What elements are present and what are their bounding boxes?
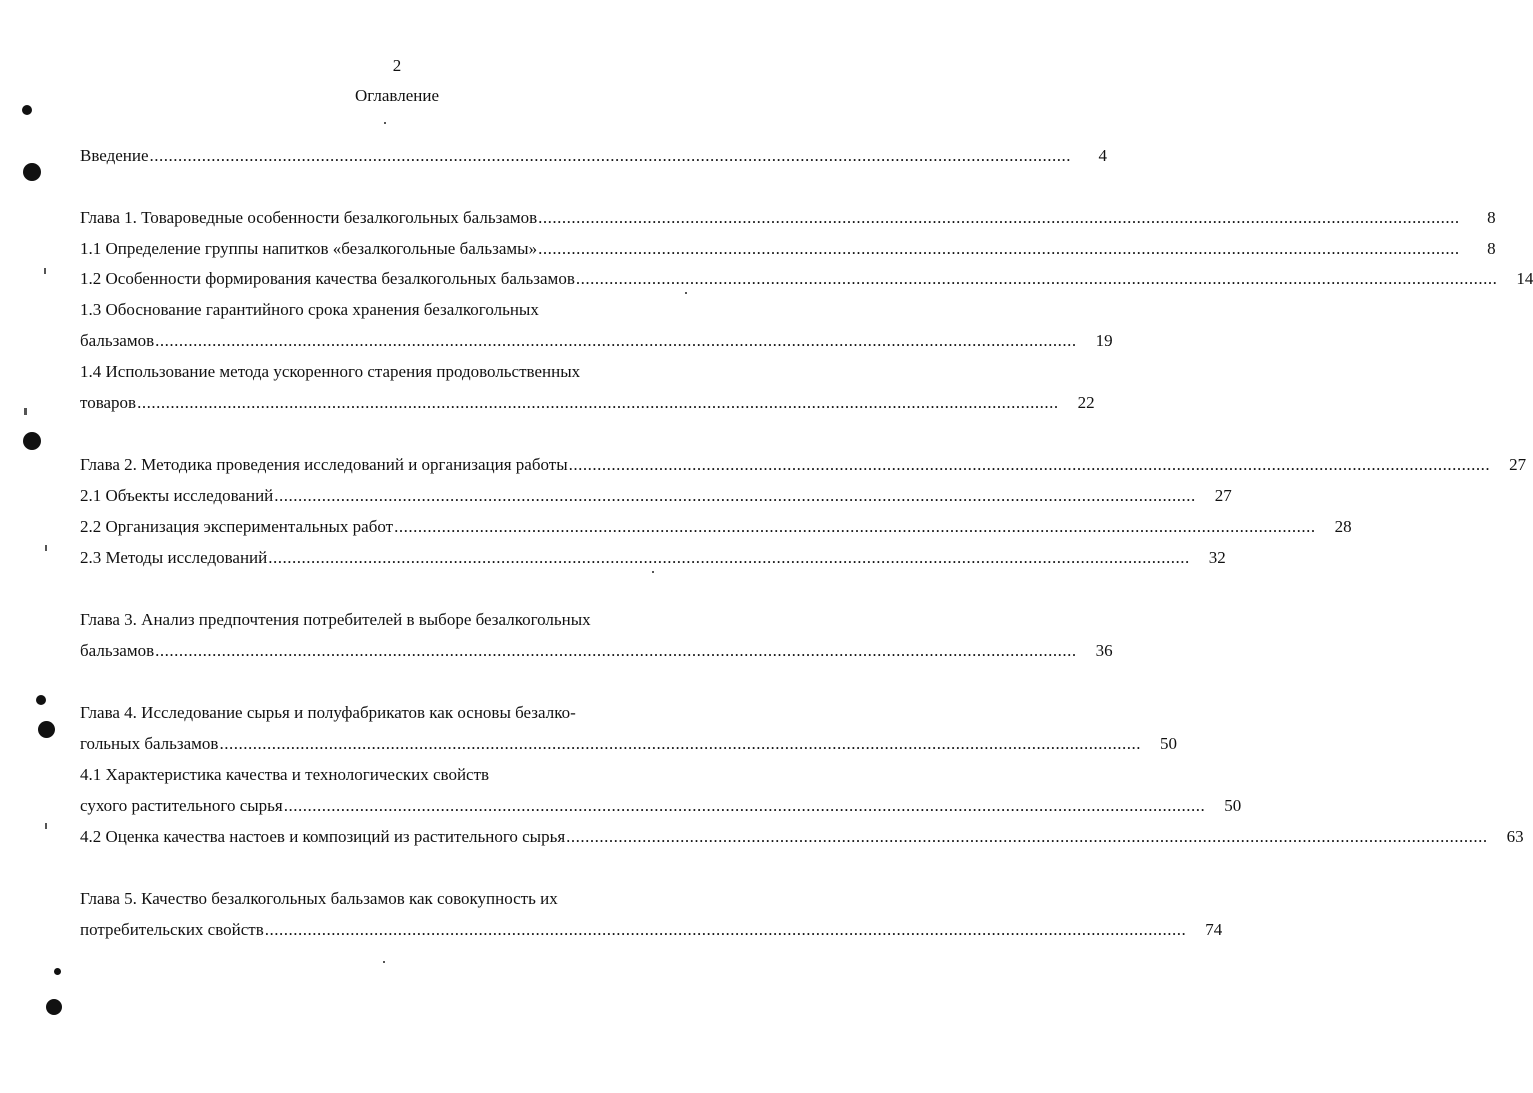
dot-leader: ..................................................................................................................................................................................................	[268, 548, 1190, 567]
toc-entry-1-3	[80, 298, 675, 322]
toc-entry-4-1-continued	[80, 794, 1242, 818]
toc-entry-text: Глава 4. Исследование сырья и полуфабрикатов как основы безалко-	[80, 703, 576, 722]
toc-entry-text: 1.1 Определение группы напитков «безалкогольные бальзамы»	[80, 239, 538, 258]
toc-entry-text: Глава 3. Анализ предпочтения потребителей в выборе безалкогольных	[80, 610, 591, 629]
toc-entry-page: 8	[1487, 208, 1496, 227]
dot-leader: ..................................................................................................................................................................................................	[274, 486, 1196, 505]
toc-entry-text: 4.2 Оценка качества настоев и композиций из растительного сырья	[80, 827, 566, 846]
dot-leader: ..................................................................................................................................................................................................	[155, 331, 1077, 350]
toc-entry-text: бальзамов	[80, 331, 155, 350]
toc-entry-text: 1.3 Обоснование гарантийного срока хранения безалкогольных	[80, 300, 539, 319]
toc-entry-introduction	[80, 144, 1108, 168]
toc-entry-chapter-5	[80, 887, 675, 911]
dot-leader: ..................................................................................................................................................................................................	[394, 517, 1316, 536]
toc-entry-text: товаров	[80, 393, 137, 412]
toc-entry-page: 63	[1506, 827, 1524, 846]
binder-hole-mark	[38, 721, 55, 738]
scan-speck	[383, 961, 385, 963]
toc-entry-1-4-continued	[80, 391, 1095, 415]
toc-entry-page: 8	[1487, 239, 1496, 258]
toc-entry-page: 74	[1205, 920, 1223, 939]
scan-speck	[685, 292, 687, 294]
toc-entry-page: 22	[1077, 393, 1095, 412]
toc-entry-text: Глава 1. Товароведные особенности безалкогольных бальзамов	[80, 208, 538, 227]
binder-hole-mark	[23, 432, 41, 450]
toc-entry-text: 4.1 Характеристика качества и технологических свойств	[80, 765, 490, 784]
toc-entry-text: Введение	[80, 146, 149, 165]
toc-entry-1-2	[80, 267, 1533, 291]
scan-speck	[652, 571, 654, 573]
toc-entry-chapter-5-continued	[80, 918, 1223, 942]
dot-leader: ..................................................................................................................................................................................................	[155, 641, 1077, 660]
dot-leader: ..................................................................................................................................................................................................	[566, 827, 1488, 846]
toc-entry-chapter-3	[80, 608, 675, 632]
toc-entry-page: 14	[1516, 269, 1533, 288]
toc-entry-page: 27	[1214, 486, 1232, 505]
toc-entry-text: 1.2 Особенности формирования качества безалкогольных бальзамов	[80, 269, 575, 288]
dot-leader: ..................................................................................................................................................................................................	[149, 146, 1072, 165]
toc-entry-1-3-continued	[80, 329, 1113, 353]
toc-entry-text: гольных бальзамов	[80, 734, 219, 753]
dot-leader: ..................................................................................................................................................................................................	[575, 269, 1498, 288]
toc-entry-chapter-1	[80, 206, 1496, 230]
toc-entry-text: 2.1 Объекты исследований	[80, 486, 274, 505]
toc-entry-page: 36	[1095, 641, 1113, 660]
toc-entry-2-2	[80, 515, 1352, 539]
toc-entry-text: 2.2 Организация экспериментальных работ	[80, 517, 394, 536]
dot-leader: ..................................................................................................................................................................................................	[538, 239, 1460, 258]
scan-speck	[24, 408, 27, 415]
toc-entry-page: 28	[1334, 517, 1352, 536]
dot-leader: ..................................................................................................................................................................................................	[283, 796, 1206, 815]
dot-leader: ..................................................................................................................................................................................................	[219, 734, 1141, 753]
toc-entry-chapter-4	[80, 701, 675, 725]
toc-entry-text: Глава 2. Методика проведения исследований и организация работы	[80, 455, 568, 474]
toc-entry-text: 2.3 Методы исследований	[80, 548, 268, 567]
binder-hole-mark	[22, 105, 32, 115]
toc-entry-page: 32	[1208, 548, 1226, 567]
toc-title: Оглавление	[355, 86, 439, 105]
dot-leader: ..................................................................................................................................................................................................	[538, 208, 1460, 227]
toc-entry-page: 50	[1224, 796, 1242, 815]
toc-entry-text: сухого растительного сырья	[80, 796, 283, 815]
toc-entry-4-2	[80, 825, 1524, 849]
dot-leader: ..................................................................................................................................................................................................	[568, 455, 1491, 474]
scan-speck	[45, 545, 47, 551]
toc-entry-1-1	[80, 237, 1496, 261]
binder-hole-mark	[46, 999, 62, 1015]
toc-entry-text: потребительских свойств	[80, 920, 264, 939]
binder-hole-mark	[54, 968, 61, 975]
dot-leader: ..................................................................................................................................................................................................	[264, 920, 1187, 939]
toc-entry-chapter-2	[80, 453, 1527, 477]
toc-entry-4-1	[80, 763, 675, 787]
toc-entry-chapter-3-continued	[80, 639, 1113, 663]
binder-hole-mark	[36, 695, 46, 705]
toc-entry-1-4	[80, 360, 675, 384]
toc-entry-2-3	[80, 546, 1226, 570]
scan-speck	[45, 823, 47, 829]
binder-hole-mark	[23, 163, 41, 181]
toc-entry-text: бальзамов	[80, 641, 155, 660]
scan-speck	[44, 268, 46, 274]
toc-entry-text: 1.4 Использование метода ускоренного старения продовольственных	[80, 362, 581, 381]
toc-entry-page: 19	[1095, 331, 1113, 350]
scan-speck	[384, 122, 386, 124]
toc-entry-page: 4	[1098, 146, 1108, 165]
toc-entry-text: Глава 5. Качество безалкогольных бальзамов как совокупность их	[80, 889, 558, 908]
toc-entry-page: 27	[1509, 455, 1527, 474]
page-number: 2	[392, 56, 402, 75]
dot-leader: ..................................................................................................................................................................................................	[137, 393, 1059, 412]
toc-entry-chapter-4-continued	[80, 732, 1177, 756]
toc-entry-2-1	[80, 484, 1232, 508]
toc-entry-page: 50	[1159, 734, 1177, 753]
